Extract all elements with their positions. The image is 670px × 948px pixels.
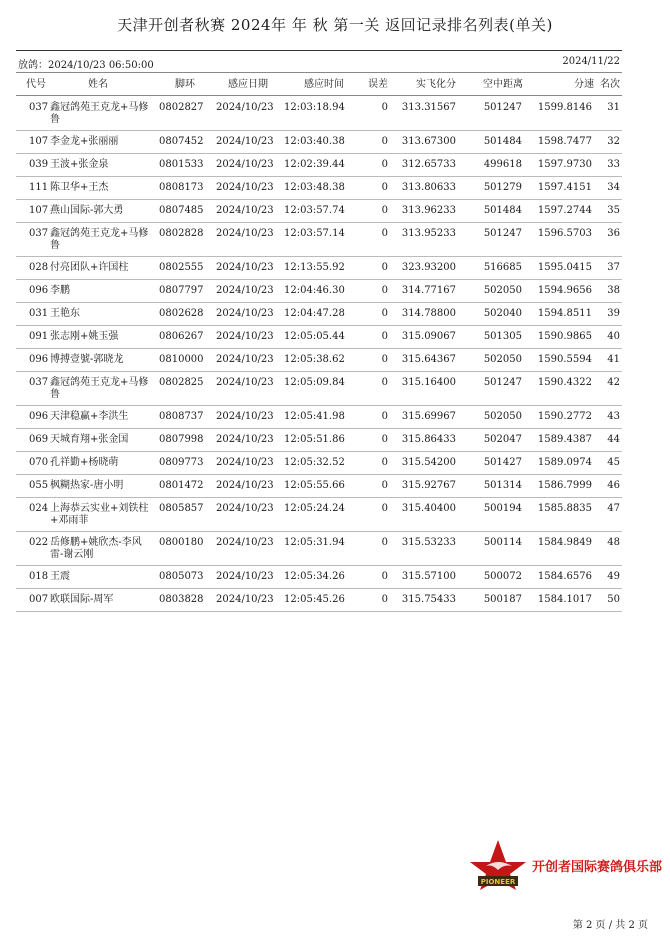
cell-rank: 31 [607,102,620,113]
cell-air: 501247 [483,228,522,239]
cell-air: 500114 [483,537,522,548]
cell-name: 李鹏 [50,285,70,296]
cell-dist: 323.93200 [401,262,456,273]
cell-code: 070 [29,457,49,468]
cell-err: 0 [381,480,388,491]
cell-air: 516685 [483,262,522,273]
cell-code: 007 [29,594,49,605]
row-divider [16,611,622,612]
cell-speed: 1598.7477 [537,136,592,147]
cell-date: 2024/10/23 [216,571,274,582]
table-row [16,154,622,177]
cell-dist: 313.67300 [401,136,456,147]
cell-name: 天城育翔+张金国 [50,434,129,445]
cell-dist: 315.54200 [401,457,456,468]
cell-date: 2024/10/23 [216,308,274,319]
cell-ring: 0801533 [159,159,204,170]
table-row [16,349,622,372]
cell-dist: 313.31567 [401,102,456,113]
cell-date: 2024/10/23 [216,594,274,605]
cell-speed: 1594.9656 [537,285,592,296]
cell-date: 2024/10/23 [216,537,274,548]
cell-code: 111 [29,182,49,193]
cell-rank: 38 [607,285,620,296]
cell-ring: 0802555 [159,262,204,273]
cell-ring: 0805073 [159,571,204,582]
table-row [16,131,622,154]
cell-name: 陈卫华+王杰 [50,182,109,193]
table-row [16,589,622,612]
cell-date: 2024/10/23 [216,228,274,239]
cell-time: 12:05:05.44 [284,331,345,342]
cell-time: 12:03:40.38 [284,136,345,147]
table-row [16,372,622,406]
cell-dist: 312.65733 [401,159,456,170]
cell-code: 069 [29,434,49,445]
cell-code: 031 [29,308,49,319]
cell-date: 2024/10/23 [216,136,274,147]
club-name: 开创者国际赛鸽俱乐部 [532,860,663,875]
cell-date: 2024/10/23 [216,503,274,514]
cell-dist: 315.16400 [401,377,456,388]
cell-code: 018 [29,571,49,582]
cell-time: 12:05:31.94 [284,537,345,548]
cell-air: 502050 [483,285,522,296]
table-row [16,532,622,566]
header-date: 感应日期 [228,79,268,90]
cell-date: 2024/10/23 [216,480,274,491]
cell-speed: 1590.5594 [537,354,592,365]
table-row [16,200,622,223]
header-rule [16,95,622,96]
table-row [16,406,622,429]
cell-err: 0 [381,182,388,193]
cell-rank: 49 [607,571,620,582]
cell-ring: 0802825 [159,377,204,388]
table-header [16,79,622,93]
page-indicator: 第 2 页 / 共 2 页 [572,920,648,931]
table-row [16,280,622,303]
title-rule [16,50,622,51]
table-row [16,257,622,280]
cell-date: 2024/10/23 [216,457,274,468]
cell-rank: 50 [607,594,620,605]
cell-ring: 0810000 [159,354,204,365]
cell-code: 039 [29,159,49,170]
cell-date: 2024/10/23 [216,411,274,422]
header-code: 代号 [26,79,46,90]
cell-err: 0 [381,503,388,514]
cell-time: 12:03:57.74 [284,205,345,216]
cell-err: 0 [381,537,388,548]
cell-date: 2024/10/23 [216,205,274,216]
cell-time: 12:03:57.14 [284,228,345,239]
cell-rank: 32 [607,136,620,147]
cell-air: 501484 [483,136,522,147]
cell-name: 付亮团队+许国柱 [50,262,129,273]
cell-ring: 0806267 [159,331,204,342]
table-row [16,97,622,131]
cell-dist: 315.86433 [401,434,456,445]
header-dist: 实飞化分 [416,79,456,90]
cell-rank: 40 [607,331,620,342]
cell-time: 12:05:34.26 [284,571,345,582]
pioneer-logo [468,836,528,892]
cell-speed: 1584.6576 [537,571,592,582]
cell-err: 0 [381,262,388,273]
cell-err: 0 [381,434,388,445]
cell-speed: 1590.4322 [537,377,592,388]
cell-ring: 0802827 [159,102,204,113]
cell-air: 501427 [483,457,522,468]
table-row [16,429,622,452]
cell-time: 12:05:24.24 [284,503,345,514]
cell-code: 037 [29,102,49,113]
cell-name: 欧联国际-周军 [50,594,114,605]
cell-rank: 43 [607,411,620,422]
cell-date: 2024/10/23 [216,434,274,445]
cell-air: 501305 [483,331,522,342]
cell-ring: 0801472 [159,480,204,491]
cell-air: 501314 [483,480,522,491]
cell-ring: 0808173 [159,182,204,193]
cell-name: 王艳东 [50,308,80,319]
cell-name: 张志刚+姚玉强 [50,331,119,342]
cell-name: 燕山国际-郭大勇 [50,205,124,216]
cell-err: 0 [381,136,388,147]
cell-name: 上海恭云实业+刘铁柱+邓雨菲 [50,503,149,526]
cell-err: 0 [381,205,388,216]
cell-code: 037 [29,377,49,388]
cell-date: 2024/10/23 [216,159,274,170]
table-row [16,498,622,532]
cell-dist: 315.53233 [401,537,456,548]
cell-rank: 39 [607,308,620,319]
cell-name: 岳修鹏+姚欣杰-李风雷-谢云刚 [50,537,142,560]
cell-air: 502047 [483,434,522,445]
cell-err: 0 [381,571,388,582]
table-row [16,452,622,475]
cell-name: 王波+张金泉 [50,159,109,170]
cell-err: 0 [381,411,388,422]
cell-date: 2024/10/23 [216,331,274,342]
cell-name: 李金龙+张丽丽 [50,136,119,147]
table-row [16,223,622,257]
cell-rank: 36 [607,228,620,239]
cell-dist: 315.57100 [401,571,456,582]
cell-dist: 315.75433 [401,594,456,605]
cell-ring: 0805857 [159,503,204,514]
cell-code: 107 [29,205,49,216]
cell-name: 枫糊热家-唐小明 [50,480,124,491]
cell-code: 096 [29,354,49,365]
cell-name: 鑫冠鸽苑王克龙+马修鲁 [50,228,149,251]
cell-speed: 1590.2772 [537,411,592,422]
cell-rank: 42 [607,377,620,388]
cell-dist: 315.40400 [401,503,456,514]
table-row [16,303,622,326]
cell-date: 2024/10/23 [216,354,274,365]
cell-time: 12:05:38.62 [284,354,345,365]
cell-air: 499618 [483,159,522,170]
cell-air: 500194 [483,503,522,514]
cell-dist: 314.78800 [401,308,456,319]
cell-rank: 33 [607,159,620,170]
cell-name: 孔祥勤+杨晓萌 [50,457,119,468]
cell-name: 鑫冠鸽苑王克龙+马修鲁 [50,102,149,125]
cell-rank: 46 [607,480,620,491]
cell-ring: 0808737 [159,411,204,422]
cell-speed: 1594.8511 [537,308,592,319]
cell-speed: 1596.5703 [537,228,592,239]
cell-err: 0 [381,377,388,388]
cell-time: 12:05:45.26 [284,594,345,605]
cell-time: 12:04:46.30 [284,285,345,296]
cell-ring: 0807485 [159,205,204,216]
cell-time: 12:05:32.52 [284,457,345,468]
cell-code: 107 [29,136,49,147]
cell-code: 096 [29,411,49,422]
cell-time: 12:04:47.28 [284,308,345,319]
cell-rank: 45 [607,457,620,468]
cell-err: 0 [381,308,388,319]
cell-ring: 0802628 [159,308,204,319]
cell-time: 12:13:55.92 [284,262,345,273]
cell-air: 502050 [483,354,522,365]
cell-dist: 314.77167 [401,285,456,296]
cell-rank: 44 [607,434,620,445]
cell-speed: 1590.9865 [537,331,592,342]
cell-code: 091 [29,331,49,342]
cell-name: 王震 [50,571,70,582]
cell-code: 028 [29,262,49,273]
cell-code: 022 [29,537,49,548]
cell-rank: 37 [607,262,620,273]
cell-err: 0 [381,159,388,170]
cell-rank: 35 [607,205,620,216]
cell-ring: 0807998 [159,434,204,445]
header-ring: 脚环 [175,79,195,90]
cell-time: 12:03:18.94 [284,102,345,113]
cell-code: 096 [29,285,49,296]
cell-err: 0 [381,594,388,605]
cell-date: 2024/10/23 [216,182,274,193]
meta-bar [16,56,622,70]
cell-err: 0 [381,285,388,296]
header-rank: 名次 [600,79,620,90]
cell-air: 501484 [483,205,522,216]
cell-err: 0 [381,331,388,342]
cell-ring: 0800180 [159,537,204,548]
meta-rule [16,72,622,73]
table-row [16,177,622,200]
cell-date: 2024/10/23 [216,102,274,113]
cell-time: 12:05:51.86 [284,434,345,445]
cell-speed: 1589.4387 [537,434,592,445]
cell-date: 2024/10/23 [216,262,274,273]
cell-speed: 1597.4151 [537,182,592,193]
header-err: 误差 [368,79,388,90]
cell-speed: 1584.9849 [537,537,592,548]
cell-date: 2024/10/23 [216,285,274,296]
header-name: 姓名 [88,79,108,90]
cell-err: 0 [381,102,388,113]
cell-rank: 47 [607,503,620,514]
cell-code: 055 [29,480,49,491]
cell-dist: 315.09067 [401,331,456,342]
cell-dist: 315.69967 [401,411,456,422]
cell-ring: 0807452 [159,136,204,147]
table-row [16,566,622,589]
svg-text:PIONEER: PIONEER [480,878,516,886]
cell-dist: 315.64367 [401,354,456,365]
cell-air: 501247 [483,377,522,388]
release-time: 放鸽：2024/10/23 06:50:00 [18,60,154,71]
cell-dist: 315.92767 [401,480,456,491]
cell-time: 12:05:41.98 [284,411,345,422]
cell-rank: 41 [607,354,620,365]
cell-err: 0 [381,228,388,239]
cell-speed: 1597.9730 [537,159,592,170]
cell-speed: 1586.7999 [537,480,592,491]
cell-speed: 1597.2744 [537,205,592,216]
cell-name: 博搏壹號-郭晓龙 [50,354,124,365]
cell-speed: 1585.8835 [537,503,592,514]
cell-air: 501247 [483,102,522,113]
cell-speed: 1584.1017 [537,594,592,605]
cell-code: 024 [29,503,49,514]
header-air: 空中距离 [483,79,523,90]
cell-air: 500187 [483,594,522,605]
cell-name: 天津稳赢+李洪生 [50,411,129,422]
cell-speed: 1595.0415 [537,262,592,273]
cell-ring: 0809773 [159,457,204,468]
cell-time: 12:02:39.44 [284,159,345,170]
cell-air: 502050 [483,411,522,422]
cell-name: 鑫冠鸽苑王克龙+马修鲁 [50,377,149,400]
page-title: 天津开创者秋赛 2024年 年 秋 第一关 返回记录排名列表(单关) [117,16,553,34]
cell-date: 2024/10/23 [216,377,274,388]
cell-time: 12:05:09.84 [284,377,345,388]
cell-speed: 1589.0974 [537,457,592,468]
cell-air: 500072 [483,571,522,582]
cell-code: 037 [29,228,49,239]
cell-err: 0 [381,457,388,468]
cell-dist: 313.96233 [401,205,456,216]
cell-ring: 0807797 [159,285,204,296]
cell-ring: 0803828 [159,594,204,605]
print-date: 2024/11/22 [562,56,620,67]
header-speed: 分速 [574,79,594,90]
cell-speed: 1599.8146 [537,102,592,113]
pioneer-emblem-icon [468,836,528,892]
table-row [16,326,622,349]
table-row [16,475,622,498]
cell-time: 12:05:55.66 [284,480,345,491]
cell-ring: 0802828 [159,228,204,239]
cell-air: 502040 [483,308,522,319]
cell-air: 501279 [483,182,522,193]
cell-dist: 313.80633 [401,182,456,193]
cell-time: 12:03:48.38 [284,182,345,193]
cell-rank: 48 [607,537,620,548]
cell-dist: 313.95233 [401,228,456,239]
header-time: 感应时间 [304,79,344,90]
cell-rank: 34 [607,182,620,193]
cell-err: 0 [381,354,388,365]
